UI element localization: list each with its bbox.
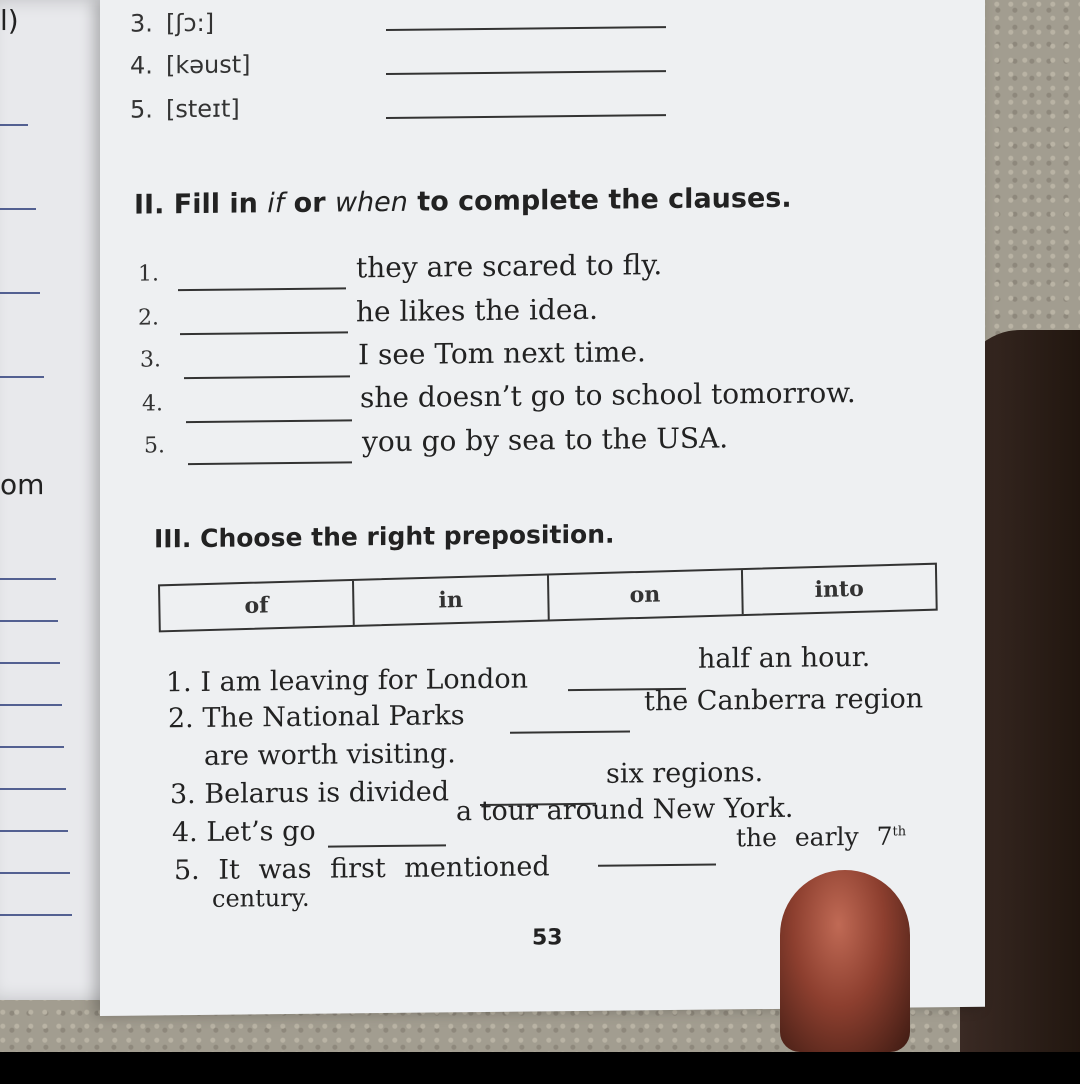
phonetic-number: 5. <box>130 95 153 124</box>
answer-blank[interactable] <box>184 375 350 378</box>
answer-blank[interactable] <box>386 26 666 30</box>
clause-text: I see Tom next time. <box>358 335 646 372</box>
item-number: 2. <box>138 305 159 331</box>
item-number: 3. <box>140 347 161 373</box>
left-page-line <box>0 620 58 622</box>
phonetic-number: 4. <box>130 51 153 80</box>
left-page-line <box>0 376 44 378</box>
left-page-fragment: l) <box>0 4 19 37</box>
clause-text: he likes the idea. <box>356 292 599 329</box>
exercise-2-heading: II. Fill in if or when to complete the clauses. <box>134 182 792 221</box>
sentence-start: 2. The National Parks <box>168 700 465 735</box>
left-page-line <box>0 746 64 748</box>
preposition-table <box>158 563 938 633</box>
clause-text: they are scared to fly. <box>356 248 663 285</box>
left-page-line <box>0 872 70 874</box>
heading-word-if: if <box>267 188 285 220</box>
left-page-line <box>0 914 72 916</box>
answer-blank[interactable] <box>186 419 352 422</box>
sentence-start: 5. It was first mentioned <box>174 851 550 887</box>
sentence-end: the early 7th <box>736 821 907 853</box>
clause-text: you go by sea to the USA. <box>362 421 729 459</box>
heading-word-when: when <box>334 186 408 219</box>
answer-blank[interactable] <box>510 730 630 733</box>
clause-text: she doesn’t go to school tomorrow. <box>360 376 856 415</box>
page-number: 53 <box>532 925 563 951</box>
answer-blank[interactable] <box>178 287 346 290</box>
bottom-bar <box>0 1052 1080 1084</box>
item-number: 1. <box>138 261 159 287</box>
preposition-cell: of <box>160 581 355 630</box>
answer-blank[interactable] <box>188 461 352 464</box>
left-page-line <box>0 578 56 580</box>
left-page-line <box>0 292 40 294</box>
preposition-cell: on <box>548 570 743 619</box>
preposition-cell: in <box>354 575 549 624</box>
sentence-end: the Canberra region <box>644 683 924 718</box>
sentence-end: a tour around New York. <box>456 792 794 828</box>
left-page-line <box>0 830 68 832</box>
item-number: 4. <box>142 391 163 417</box>
answer-blank[interactable] <box>180 331 348 334</box>
phonetic-transcription: [ʃɔ:] <box>166 8 215 38</box>
answer-blank[interactable] <box>328 844 446 847</box>
sentence-end: half an hour. <box>698 641 871 675</box>
left-page-line <box>0 662 60 664</box>
phonetic-transcription: [steɪt] <box>166 94 240 124</box>
sentence-end: six regions. <box>606 757 764 790</box>
answer-blank[interactable] <box>386 70 666 74</box>
left-page-fragment: om <box>0 468 45 501</box>
phonetic-transcription: [kəust] <box>166 50 251 80</box>
left-page-line <box>0 124 28 126</box>
sentence-continuation: century. <box>212 883 310 913</box>
preposition-cell: into <box>814 575 865 604</box>
sentence-start: 4. Let’s go <box>172 815 316 849</box>
left-page-line <box>0 704 62 706</box>
item-number: 5. <box>144 433 165 459</box>
answer-blank[interactable] <box>386 114 666 118</box>
workbook-page <box>100 0 985 1016</box>
sentence-continuation: are worth visiting. <box>204 738 456 772</box>
left-page-line <box>0 788 66 790</box>
answer-blank[interactable] <box>598 864 716 867</box>
sentence-start: 1. I am leaving for London <box>166 663 528 699</box>
thumb <box>780 870 910 1052</box>
superscript: th <box>892 824 907 840</box>
phonetic-number: 3. <box>130 9 153 38</box>
exercise-3-heading: III. Choose the right preposition. <box>154 519 615 554</box>
left-page-line <box>0 208 36 210</box>
sentence-start: 3. Belarus is divided <box>170 776 450 811</box>
